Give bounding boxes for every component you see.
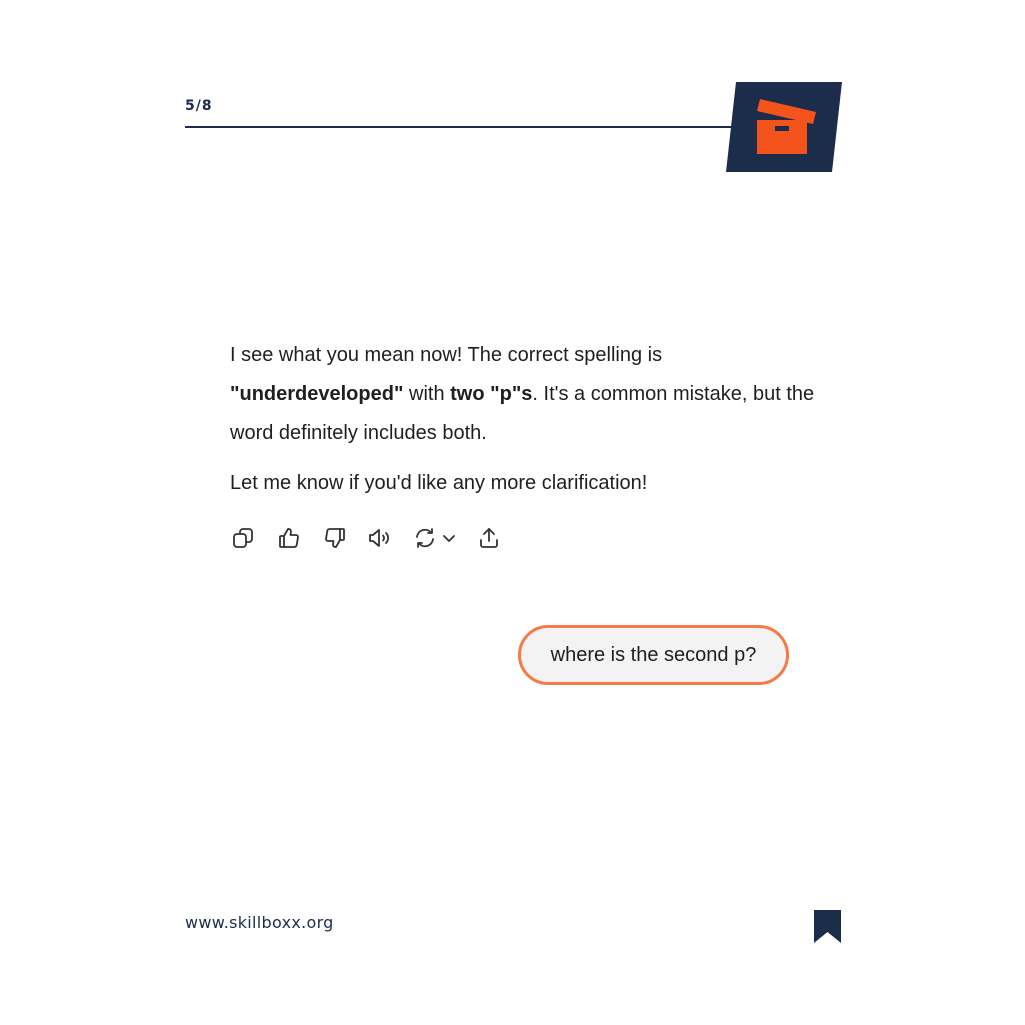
message-bold-text: "underdeveloped" — [230, 383, 404, 405]
regenerate-icon — [413, 526, 437, 550]
header-divider — [185, 126, 745, 128]
assistant-message — [230, 336, 820, 503]
message-paragraph — [230, 336, 820, 453]
footer-url[interactable]: www.skillboxx.org — [185, 913, 334, 932]
read-aloud-button[interactable] — [366, 524, 394, 552]
user-message-text: where is the second p? — [550, 643, 757, 666]
good-response-button[interactable] — [276, 524, 302, 552]
message-text: . It's a common mistake, but the word definitely includes both. — [230, 383, 815, 444]
message-text: with — [403, 383, 451, 405]
bad-response-button[interactable] — [322, 524, 348, 552]
message-text: I see what you mean now! The correct spelling is — [230, 344, 663, 366]
regenerate-button[interactable] — [412, 524, 458, 552]
message-bold-text: two "p"s — [450, 383, 533, 405]
thumbs-up-icon — [277, 526, 301, 550]
share-icon — [477, 526, 501, 550]
chevron-down-icon — [441, 530, 457, 546]
skillboxx-logo — [726, 82, 842, 172]
user-message-bubble — [518, 625, 789, 685]
copy-button[interactable] — [230, 524, 256, 552]
thumbs-down-icon — [323, 526, 347, 550]
read-aloud-icon — [367, 526, 393, 550]
bookmark-icon[interactable] — [814, 910, 841, 943]
message-paragraph: Let me know if you'd like any more clarification! — [230, 472, 648, 494]
copy-icon — [231, 526, 255, 550]
message-actions — [230, 524, 502, 552]
page-counter: 5/8 — [185, 98, 213, 114]
share-button[interactable] — [476, 524, 502, 552]
